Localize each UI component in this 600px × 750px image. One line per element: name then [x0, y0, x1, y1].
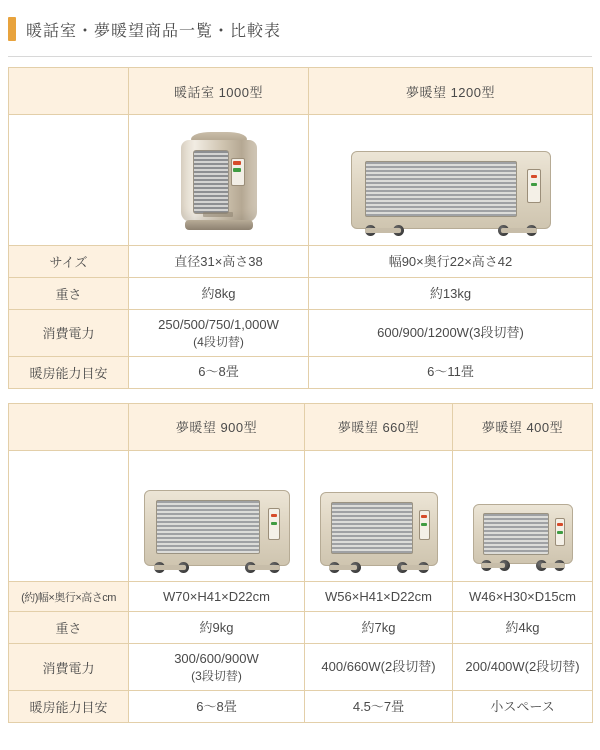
table1-row-label-2: 消費電力 — [9, 310, 129, 357]
table1-cell-1-1: 約13kg — [309, 278, 593, 310]
table1-cell-2-1: 600/900/1200W(3段切替) — [309, 310, 593, 357]
table1-cell-3-1: 6〜11畳 — [309, 356, 593, 388]
table2-model-3: 夢暖望 400型 — [453, 403, 593, 450]
table1-cell-2-0-main: 250/500/750/1,000W — [158, 317, 279, 332]
table1-model-1: 暖話室 1000型 — [129, 68, 309, 115]
table1-cell-3-0: 6〜8畳 — [129, 356, 309, 388]
table2-row-label-2: 消費電力 — [9, 644, 129, 691]
page-title: 暖話室・夢暖望商品一覧・比較表 — [26, 22, 282, 40]
header-divider — [8, 56, 592, 57]
table2-cell-2-0-sub: (3段切替) — [191, 668, 242, 683]
table2-product-image-2 — [305, 450, 453, 581]
table1-header-row — [9, 68, 593, 115]
table1-cell-1-0: 約8kg — [129, 278, 309, 310]
table2-cell-1-0: 約9kg — [129, 612, 305, 644]
table1-cell-2-0-sub: (4段切替) — [193, 334, 244, 349]
round-heater-icon — [171, 132, 267, 236]
table2-cell-3-0: 6〜8畳 — [129, 691, 305, 723]
table2-header-row — [9, 403, 593, 450]
table2-cell-0-0: W70×H41×D22cm — [129, 581, 305, 612]
panel-heater-1200-icon — [351, 151, 551, 229]
table2-cell-1-2: 約4kg — [453, 612, 593, 644]
table1-row-label-1: 重さ — [9, 278, 129, 310]
table2-model-2: 夢暖望 660型 — [305, 403, 453, 450]
table2-product-image-3 — [453, 450, 593, 581]
table1-product-image-1 — [129, 115, 309, 246]
table2-cell-0-2: W46×H30×D15cm — [453, 581, 593, 612]
table2-cell-2-1: 400/660W(2段切替) — [305, 644, 453, 691]
comparison-page — [0, 14, 600, 750]
table2-corner-cell — [9, 403, 129, 450]
table1-row-label-3: 暖房能力目安 — [9, 356, 129, 388]
table-row — [9, 356, 593, 388]
table2-cell-2-0 — [129, 644, 305, 691]
table-row — [9, 246, 593, 278]
table2-cell-3-2: 小スペース — [453, 691, 593, 723]
page-header — [8, 14, 592, 44]
panel-heater-660-icon — [320, 492, 438, 566]
table2-cell-1-1: 約7kg — [305, 612, 453, 644]
panel-heater-400-icon — [473, 504, 573, 564]
table2-row-label-3: 暖房能力目安 — [9, 691, 129, 723]
table1-image-row — [9, 115, 593, 246]
table-row — [9, 581, 593, 612]
table1-model-2: 夢暖望 1200型 — [309, 68, 593, 115]
table-row — [9, 644, 593, 691]
table2-product-image-1 — [129, 450, 305, 581]
table2-image-row — [9, 450, 593, 581]
table-row — [9, 691, 593, 723]
table1-cell-2-0 — [129, 310, 309, 357]
table2-image-row-label — [9, 450, 129, 581]
table2-row-label-0: (約)幅×奥行×高さcm — [9, 581, 129, 612]
table1-cell-0-0: 直径31×高さ38 — [129, 246, 309, 278]
accent-bar-icon — [8, 17, 16, 41]
panel-heater-900-icon — [144, 490, 290, 566]
table1-product-image-2 — [309, 115, 593, 246]
table2-cell-2-0-main: 300/600/900W — [174, 651, 259, 667]
table1-corner-cell — [9, 68, 129, 115]
comparison-table-1 — [8, 67, 593, 389]
table2-cell-3-1: 4.5〜7畳 — [305, 691, 453, 723]
table1-row-label-0: サイズ — [9, 246, 129, 278]
table2-cell-0-1: W56×H41×D22cm — [305, 581, 453, 612]
comparison-table-2 — [8, 403, 593, 723]
table-row — [9, 612, 593, 644]
table-row — [9, 278, 593, 310]
table1-image-row-label — [9, 115, 129, 246]
table-row — [9, 310, 593, 357]
table2-row-label-1: 重さ — [9, 612, 129, 644]
table2-model-1: 夢暖望 900型 — [129, 403, 305, 450]
table1-cell-0-1: 幅90×奥行22×高さ42 — [309, 246, 593, 278]
table2-cell-2-2: 200/400W(2段切替) — [453, 644, 593, 691]
